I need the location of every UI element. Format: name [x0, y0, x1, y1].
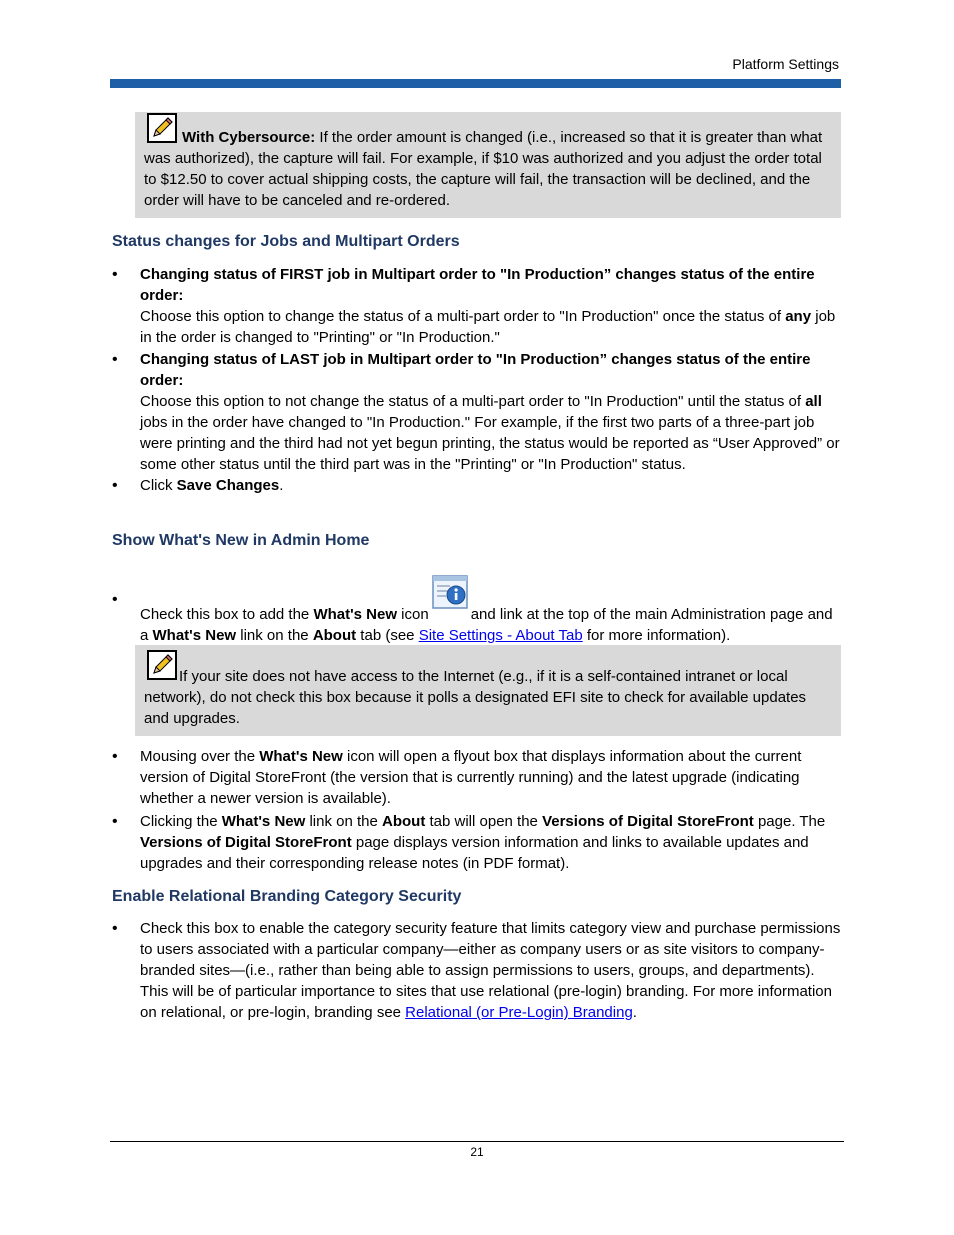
- footer-divider: [110, 1141, 844, 1142]
- option-last-job-desc: Choose this option to not change the status of a multi-part order to "In Production" until the status of all jobs in the order have changed to "In Production." For example, if the first two parts of a three-part job were printing and the third had not yet begun printing, the status would be reported as “User Approved” or some other status until the third part was in the "Printing" or "In Production" status.: [140, 393, 840, 473]
- option-last-job-title: • Changing status of LAST job in Multipart order to "In Production” changes status of the entire order:: [140, 351, 811, 389]
- whats-new-list: [112, 589, 842, 646]
- note-label: With Cybersource:: [182, 129, 316, 146]
- list-item: • Check this box to enable the category security feature that limits category view and purchase permissions to users associated with a particular company—either as company users or as site visitors to company-branded sites—(i.e., rather than being able to assign permissions to users, groups, and departments). This will be of particular importance to sites that use relational (pre-login) branding. For more information on relational, or pre-login, branding see Relational (or Pre-Login) Branding.: [112, 918, 842, 1023]
- note-cybersource: [135, 112, 841, 218]
- note-text: If the order amount is changed (i.e., increased so that it is greater than what was authorized), the capture will fail. For example, if $10 was authorized and you adjust the order total to $12.50 to cover actual shipping costs, the capture will fail, the transaction will be declined, and the order will have to be canceled and re-ordered.: [144, 129, 823, 209]
- list-item: [112, 264, 842, 348]
- whats-new-list-2: [112, 746, 842, 874]
- list-item: [112, 349, 842, 475]
- option-first-job-desc: Choose this option to change the status of a multi-part order to "In Production" once the status of any job in the order is changed to "Printing" or "In Production.": [140, 308, 836, 346]
- relational-branding-list: [112, 918, 842, 1023]
- list-item: • Clicking the What's New link on the About tab will open the Versions of Digital StoreFront page. The Versions of Digital StoreFront page displays version information and links to available updates and upgrades and their corresponding release notes (in PDF format).: [112, 811, 842, 874]
- save-changes-label: Save Changes: [176, 477, 280, 494]
- site-settings-about-tab-link[interactable]: Site Settings - About Tab: [418, 627, 583, 644]
- section-heading-status: Status changes for Jobs and Multipart Orders: [112, 233, 460, 250]
- status-bullet-list: [112, 264, 842, 496]
- relational-branding-link[interactable]: Relational (or Pre-Login) Branding: [405, 1004, 633, 1021]
- header-bar: [110, 79, 841, 88]
- list-item: • Check this box to add the What's New icon and link at the top of the main Administration page and a What's New link on the About tab (see Site Settings - About Tab for more information).: [112, 589, 842, 646]
- section-heading-whats-new: Show What's New in Admin Home: [112, 532, 370, 549]
- section-heading-relational-branding: Enable Relational Branding Category Security: [112, 888, 462, 905]
- option-first-job-title: • Changing status of FIRST job in Multipart order to "In Production” changes status of the entire order:: [140, 266, 815, 304]
- list-item: • Mousing over the What's New icon will open a flyout box that displays information about the current version of Digital StoreFront (the version that is currently running) and the latest upgrade (indicating whether a newer version is available).: [112, 746, 842, 809]
- note-internet-access: [135, 645, 841, 736]
- pencil-icon: [147, 113, 177, 143]
- note-text: If your site does not have access to the Internet (e.g., if it is a self-contained intranet or local network), do not check this box because it polls a designated EFI site to check for available updates and upgrades.: [144, 668, 807, 727]
- header-title: Platform Settings: [732, 56, 839, 72]
- list-item: • Click Save Changes.: [112, 475, 842, 496]
- whats-new-icon: [432, 575, 468, 609]
- pencil-icon: [147, 650, 177, 680]
- page-number: 21: [470, 1145, 484, 1159]
